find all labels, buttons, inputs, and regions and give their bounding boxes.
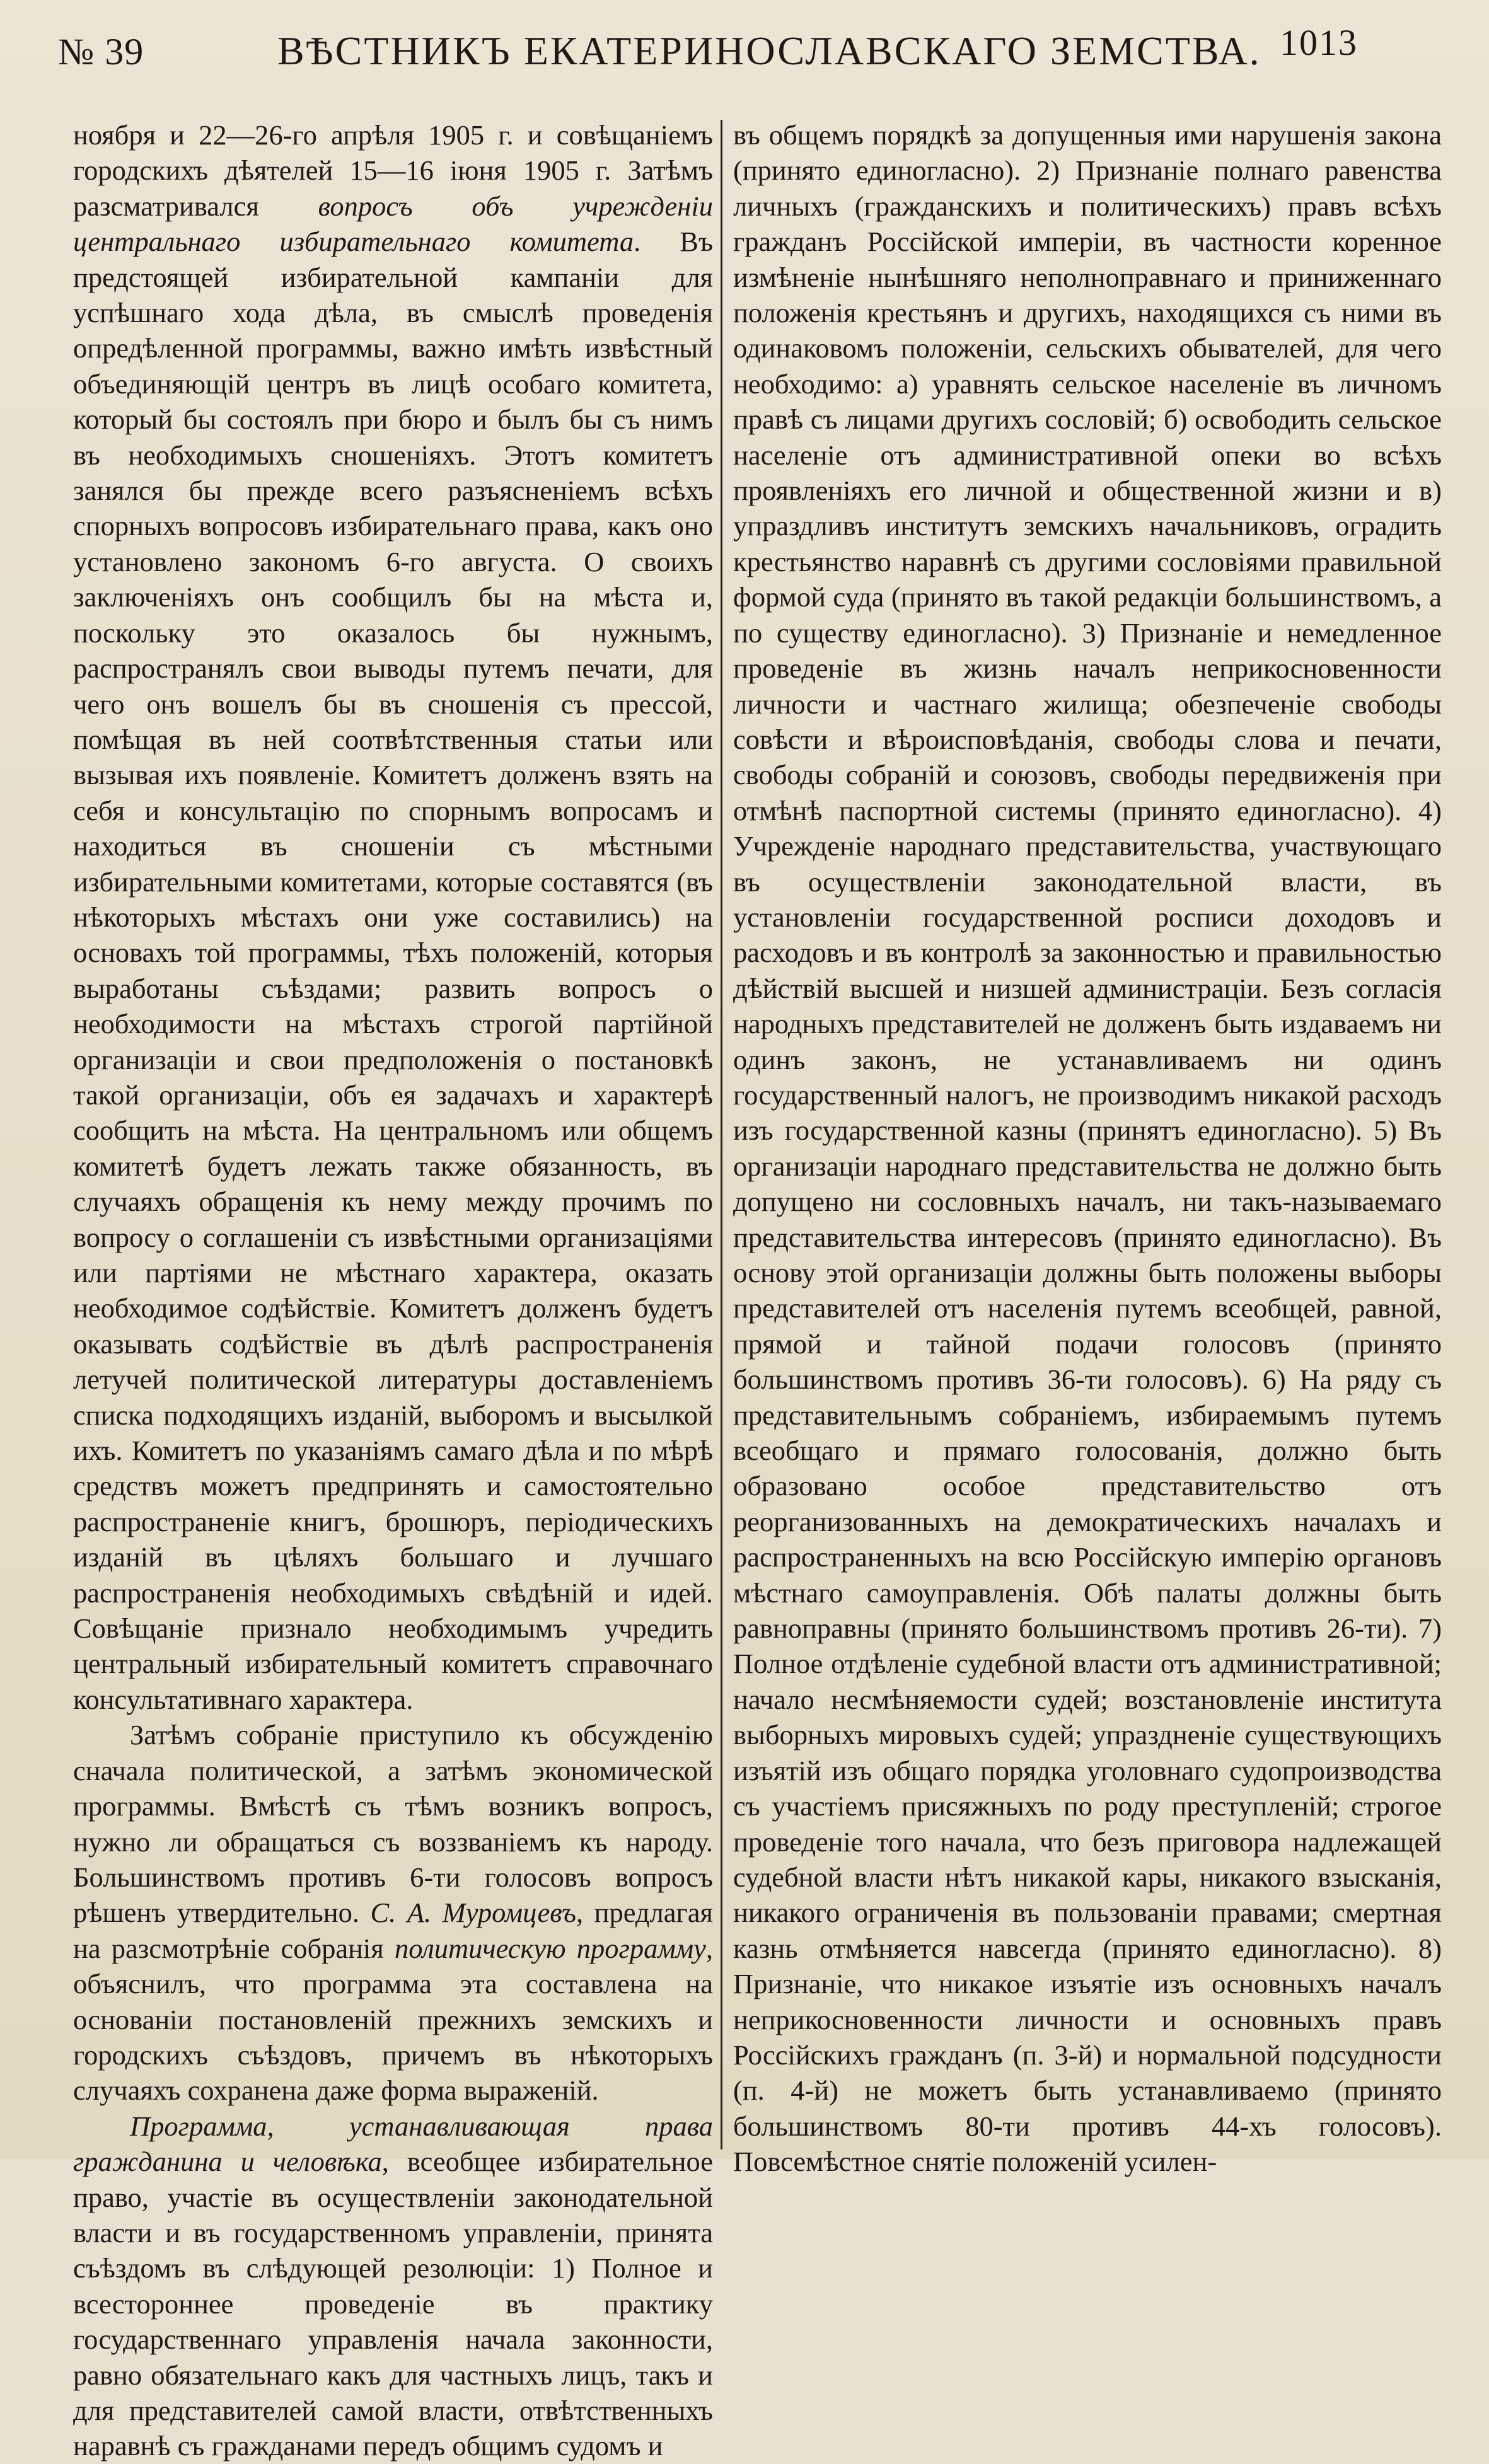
issue-number: № 39 xyxy=(58,31,144,72)
paragraph xyxy=(73,117,713,1717)
paragraph xyxy=(73,2108,713,2464)
italic-text: вопросъ объ учрежденіи центральнаго избирательнаго комитета xyxy=(73,190,713,258)
italic-text: Программа, устанавливающая права гражданина и человѣка xyxy=(73,2110,713,2178)
page-number: 1013 xyxy=(1280,22,1358,63)
italic-text: С. А. Муромцевъ xyxy=(370,1897,577,1929)
left-column xyxy=(73,117,714,2462)
right-column xyxy=(733,117,1442,2178)
page-header xyxy=(0,0,1489,126)
text-run: ноября и 22—26-го апрѣля 1905 г. и совѣщаніемъ городскихъ дѣятелей 15—16 іюня 1905 г. Затѣмъ разсматривался xyxy=(73,119,713,222)
paragraph xyxy=(733,117,1442,2180)
text-run: Затѣмъ собраніе приступило къ обсужденію сначала политической, а затѣмъ экономической программы. Вмѣстѣ съ тѣмъ возникъ вопросъ, нужно ли обращаться съ воззваніемъ къ народу. Большинствомъ противъ 6-ти голосовъ вопросъ рѣшенъ утвердительно. xyxy=(73,1719,713,1929)
text-run: въ общемъ порядкѣ за допущенныя ими нарушенія закона (принято единогласно). 2) Признаніе полнаго равенства личныхъ (гражданскихъ и политическихъ) правъ всѣхъ гражданъ Россійской имперіи, въ частности коренное измѣненіе нынѣшняго неполноправнаго и приниженнаго положенія крестьянъ и другихъ, находящихся съ ними въ одинаковомъ положеніи, сельскихъ обывателей, для чего необходимо: а) уравнять сельское населеніе въ личномъ правѣ съ лицами другихъ сословій; б) освободить сельское населеніе отъ административной опеки во всѣхъ проявленіяхъ его личной и общественной жизни и в) упраздливъ институтъ земскихъ начальниковъ, оградить крестьянство наравнѣ съ другими сословіями правильной формой суда (принято въ такой редакціи большинствомъ, а по существу единогласно). 3) Признаніе и немедленное проведеніе въ жизнь началъ неприкосновенности личности и частнаго жилища; обезпеченіе свободы совѣсти и вѣроисповѣданія, свободы слова и печати, свободы собраній и союзовъ, свободы передвиженія при отмѣнѣ паспортной системы (принято единогласно). 4) Учрежденіе народнаго представительства, участвующаго въ осуществленіи законодательной власти, въ установленіи государственной росписи доходовъ и расходовъ и въ контролѣ за законностью и правильностью дѣйствій высшей и низшей администраціи. Безъ согласія народныхъ представителей не долженъ быть издаваемъ ни одинъ законъ, не устанавливаемъ ни одинъ государственный налогъ, не производимъ никакой расходъ изъ государственной казны (принятъ единогласно). 5) Въ организаціи народнаго представительства не должно быть допущено ни сословныхъ началъ, ни такъ-называемаго представительства интересовъ (принято единогласно). Въ основу этой организаціи должны быть положены выборы представителей отъ населенія путемъ всеобщей, равной, прямой и тайной подачи голосовъ (принято большинствомъ противъ 36-ти голосовъ). 6) На ряду съ представительнымъ собраніемъ, избираемымъ путемъ всеобщаго и прямаго голосованія, должно быть образовано особое представительство отъ реорганизованныхъ на демократическихъ началахъ и распространенныхъ на всю Россійскую имперію органовъ мѣстнаго самоуправленія. Обѣ палаты должны быть равноправны (принято большинствомъ противъ 26-ти). 7) Полное отдѣленіе судебной власти отъ административной; начало несмѣняемости судей; возстановленіе института выборныхъ мировыхъ судей; упраздненіе существующихъ изъятій изъ общаго порядка уголовнаго судопроизводства съ участіемъ присяжныхъ по роду преступленій; строгое проведеніе того начала, что безъ приговора надлежащей судебной власти нѣтъ никакой кары, никакого взысканія, никакого ограниченія въ пользованіи правами; смертная казнь отмѣняется навсегда (принято единогласно). 8) Признаніе, что никакое изъятіе изъ основныхъ началъ неприкосновенности личности и основныхъ правъ Россійскихъ гражданъ (п. 3-й) и нормальной подсудности (п. 4-й) не можетъ быть устанавливаемо (принято большинствомъ 80-ти противъ 44-хъ голосовъ). Повсемѣстное снятіе положеній усилен- xyxy=(733,119,1442,2178)
journal-title: ВѢСТНИКЪ ЕКАТЕРИНОСЛАВСКАГО ЗЕМСТВА. xyxy=(277,28,1261,73)
paragraph xyxy=(73,1717,713,2108)
text-run: , всеобщее избирательное право, участіе въ осуществленіи законодательной власти и въ государственномъ управленіи, принята съѣздомъ въ слѣдующей резолюціи: 1) Полное и всестороннее проведеніе въ практику государственнаго управленія начала законности, равно обязательнаго какъ для частныхъ лицъ, такъ и для представителей самой власти, отвѣтственныхъ наравнѣ съ гражданами передъ общимъ судомъ и xyxy=(73,2146,713,2462)
text-run: , объяснилъ, что программа эта составлена на основаніи постановленій прежнихъ земскихъ и городскихъ съѣздовъ, причемъ въ нѣкоторыхъ случаяхъ сохранена даже форма выраженій. xyxy=(73,1932,714,2107)
italic-text: политическую программу xyxy=(394,1932,706,1964)
column-divider xyxy=(721,120,722,2149)
text-run: , предлагая на разсмотрѣніе собранія xyxy=(73,1897,713,1964)
text-run: . Въ предстоящей избирательной кампаніи для успѣшнаго хода дѣла, въ смыслѣ проведенія опредѣленной программы, важно имѣть извѣстный объединяющій центръ въ лицѣ особаго комитета, который бы состоялъ при бюро и былъ бы съ нимъ въ необходимыхъ сношеніяхъ. Этотъ комитетъ занялся бы прежде всего разъясненіемъ всѣхъ спорныхъ вопросовъ избирательнаго права, какъ оно установлено закономъ 6-го августа. О своихъ заключеніяхъ онъ сообщилъ бы на мѣста и, поскольку это оказалось бы нужнымъ, распространялъ свои выводы путемъ печати, для чего онъ вошелъ бы въ сношенія съ прессой, помѣщая въ ней соотвѣтственныя статьи или вызывая ихъ появленіе. Комитетъ долженъ взять на себя и консультацію по спорнымъ вопросамъ и находиться въ сношеніи съ мѣстными избирательными комитетами, которые составятся (въ нѣкоторыхъ мѣстахъ они уже составились) на основахъ той программы, тѣхъ положеній, которыя выработаны съѣздами; развить вопросъ о необходимости на мѣстахъ строгой партійной организаціи и свои предположенія о постановкѣ такой организаціи, объ ея задачахъ и характерѣ сообщить на мѣста. На центральномъ или общемъ комитетѣ будетъ лежать также обязанность, въ случаяхъ обращенія къ нему между прочимъ по вопросу о соглашеніи съ извѣстными организаціями или партіями не мѣстнаго характера, оказать необходимое содѣйствіе. Комитетъ долженъ будетъ оказывать содѣйствіе въ дѣлѣ распространенія летучей политической литературы доставленіемъ списка подходящихъ изданій, выборомъ и высылкой ихъ. Комитетъ по указаніямъ самаго дѣла и по мѣрѣ средствъ можетъ предпринять и самостоятельно распространеніе книгъ, брошюръ, періодическихъ изданій въ цѣляхъ большаго и лучшаго распространенія необходимыхъ свѣдѣній и идей. Совѣщаніе признало необходимымъ учредить центральный избирательный комитетъ справочнаго консультативнаго характера. xyxy=(73,226,713,1715)
